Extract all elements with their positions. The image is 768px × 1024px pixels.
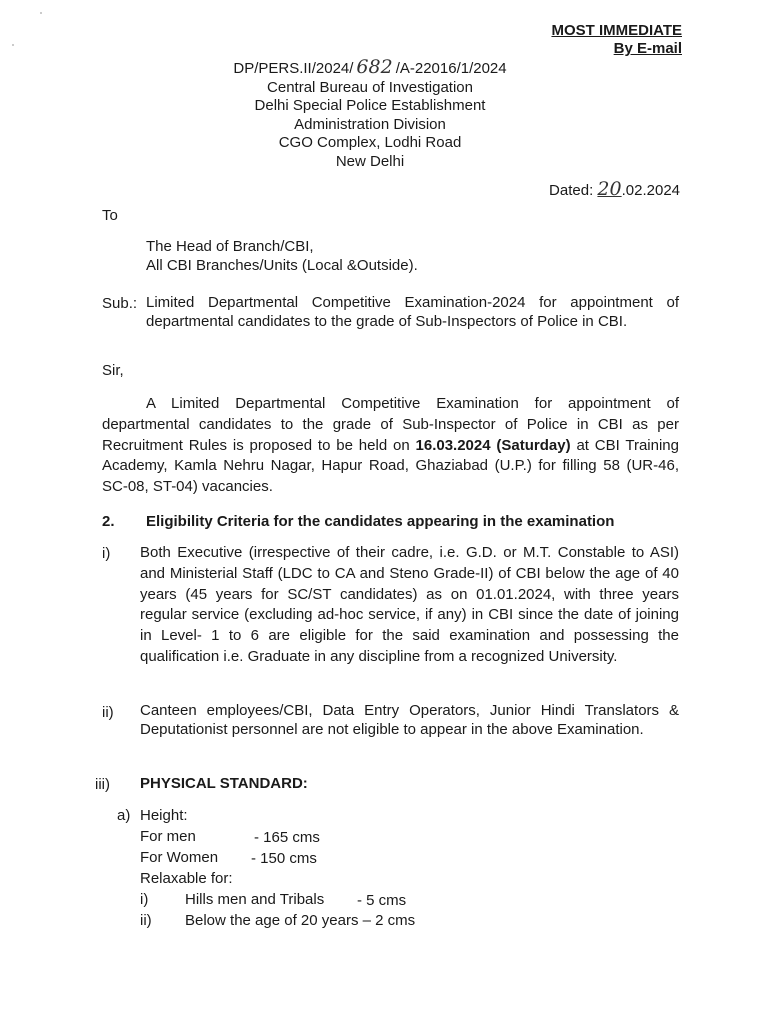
priority-label: MOST IMMEDIATE xyxy=(551,22,682,39)
scan-speck xyxy=(12,44,14,46)
eligibility-item: Both Executive (irrespective of their cadre, i.e. G.D. or M.T. Constable to ASI) and Ministerial Staff (LDC to CA and Steno Grade-II) of CBI below the age of 40 years (45 years for SC/ST candidates) as on 01.01.2024, with three years regular service (excluding ad-hoc service, if any) in CBI since the date of joining in Level- 1 to 6 are eligible for the said examination and possessing the qualification i.e. Graduate in any discipline from a recognized University. xyxy=(140,544,679,665)
women-label: For Women xyxy=(140,849,219,866)
relax-item-label: i) xyxy=(140,891,149,908)
intro-text: A Limited Departmental Competitive Examination for appointment of departmental candidates to the grade of Sub-Inspector of Police in CBI as per Recruitment Rules is proposed to be held on xyxy=(102,395,679,454)
addressee-line: The Head of Branch/CBI, xyxy=(146,238,314,255)
height-label: Height: xyxy=(140,807,188,824)
subject-text: Limited Departmental Competitive Examination-2024 for appointment of departmental candidates to the grade of Sub-Inspectors of Police in CBI. xyxy=(146,294,679,330)
relax-item-value: - 5 cms xyxy=(357,892,407,909)
office-line: Delhi Special Police Establishment xyxy=(254,97,486,114)
date-label: Dated: xyxy=(549,182,594,199)
handwritten-reference-no: 682 xyxy=(356,56,393,78)
intro-text-end: at CBI Training Academy, Kamla Nehru Nagar, Hapur Road, Ghaziabad (U.P.) for filling 58 (UR-46, SC-08, ST-04) vacancies. xyxy=(102,436,679,496)
item-label: ii) xyxy=(102,704,114,721)
women-height: - 150 cms xyxy=(251,850,317,867)
handwritten-date-day: 20 xyxy=(597,178,622,200)
sub-item-label: a) xyxy=(117,807,131,824)
salutation: Sir, xyxy=(102,362,124,379)
subject-label: Sub.: xyxy=(102,295,138,312)
physical-standard-title: PHYSICAL STANDARD: xyxy=(140,775,308,792)
relaxable-label: Relaxable for: xyxy=(140,870,233,887)
scan-speck xyxy=(40,12,42,14)
relax-item-label: ii) xyxy=(140,912,152,929)
priority-header xyxy=(551,22,682,58)
office-line: Administration Division xyxy=(294,115,446,133)
men-label: For men xyxy=(140,828,196,845)
office-line: Central Bureau of Investigation xyxy=(267,78,473,96)
letter-date xyxy=(549,180,680,200)
to-label: To xyxy=(102,207,118,224)
men-height: - 165 cms xyxy=(254,829,320,846)
date-rest: .02.2024 xyxy=(621,182,680,199)
office-line: New Delhi xyxy=(335,152,405,170)
addressee-line: All CBI Branches/Units (Local &Outside). xyxy=(146,257,418,274)
relax-item-text: Below the age of 20 years – 2 cms xyxy=(185,912,416,929)
intro-paragraph xyxy=(102,394,679,498)
section-number: 2. xyxy=(102,513,115,530)
reference-number xyxy=(200,58,540,79)
ineligibility-item: Canteen employees/CBI, Data Entry Operators, Junior Hindi Translators & Deputationist personnel are not eligible to appear in the above Examination. xyxy=(140,702,679,738)
item-label: i) xyxy=(102,545,111,562)
reference-prefix: DP/PERS.II/2024/ xyxy=(233,60,354,77)
section-title: Eligibility Criteria for the candidates appearing in the examination xyxy=(146,513,615,530)
delivery-mode: By E-mail xyxy=(613,40,682,57)
reference-suffix: /A-22016/1/2024 xyxy=(395,60,507,77)
office-line: CGO Complex, Lodhi Road xyxy=(278,134,462,151)
letter-head xyxy=(200,58,540,171)
item-label: iii) xyxy=(95,776,110,793)
relax-item-text: Hills men and Tribals xyxy=(185,891,325,908)
exam-date: 16.03.2024 (Saturday) xyxy=(415,436,571,454)
